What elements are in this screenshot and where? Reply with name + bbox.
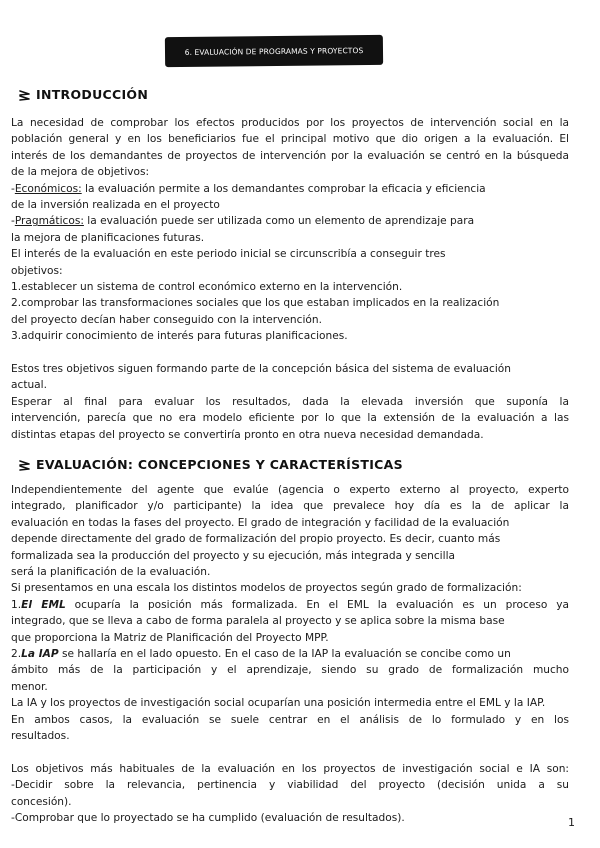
- text-line: resultados.: [11, 730, 70, 743]
- text-line: interés de los demandantes de proyectos de intervención por la evaluación se centró en la búsqueda: [11, 149, 569, 162]
- text-line: intervención, parecía que no era modelo eficiente por lo que la extensión de la evaluación a las: [11, 412, 569, 425]
- text-line: La IA y los proyectos de investigación social ocuparían una posición intermedia entre el EML y la IAP.: [11, 697, 546, 710]
- text-line: -Comprobar que lo proyectado se ha cumplido (evaluación de resultados).: [11, 812, 405, 825]
- section-heading-evaluacion: [18, 457, 403, 472]
- text-line: de la inversión realizada en el proyecto: [11, 199, 220, 212]
- text-line: de la mejora de objetivos:: [11, 166, 150, 179]
- text-line: concesión).: [11, 795, 72, 808]
- text-line-iap: 2.La IAP se hallaría en el lado opuesto. En el caso de la IAP la evaluación se concibe como un: [11, 648, 511, 661]
- text-line: Independientemente del agente que evalúe (agencia o experto externo al proyecto, experto: [11, 484, 569, 496]
- section-title: EVALUACIÓN: CONCEPCIONES Y CARACTERÍSTICAS: [36, 457, 403, 472]
- text-line: formalizada sea la producción del proyecto y su ejecución, más integrada y sencilla: [11, 549, 456, 562]
- text-line: integrado, que se lleva a cabo de forma paralela al proyecto y se aplica sobre la misma base: [11, 615, 505, 628]
- term-iap: La IAP: [21, 648, 59, 661]
- double-arrow-icon: [18, 458, 32, 472]
- evaluacion-text: [11, 482, 569, 827]
- text-line: En ambos casos, la evaluación se suele centrar en el análisis de lo formulado y en los: [11, 713, 569, 726]
- text-line: actual.: [11, 379, 47, 392]
- text-line-pragmaticos: -Pragmáticos: la evaluación puede ser utilizada como un elemento de aprendizaje para: [11, 215, 475, 228]
- text-line: evaluación en todas la fases del proyecto. El grado de integración y facilidad de la evaluación: [11, 516, 510, 529]
- text-line: ámbito más de la participación y el aprendizaje, siendo su grado de formalización mucho: [11, 664, 569, 677]
- text-line: Si presentamos en una escala los distintos modelos de proyectos según grado de formalización:: [11, 582, 522, 595]
- text-line: población general y en los beneficiarios fue el principal motivo que dio origen a la evaluación. El: [11, 133, 569, 146]
- text-line: será la planificación de la evaluación.: [11, 566, 211, 579]
- text-line: Estos tres objetivos siguen formando parte de la concepción básica del sistema de evaluación: [11, 363, 511, 376]
- page-number: 1: [568, 816, 575, 829]
- section-title: INTRODUCCIÓN: [36, 87, 149, 102]
- text-line: Esperar al final para evaluar los resultados, dada la elevada inversión que suponía la: [11, 395, 569, 408]
- text-line: menor.: [11, 680, 48, 693]
- text-line: depende directamente del grado de formalización del propio proyecto. Es decir, cuanto más: [11, 533, 501, 546]
- text-line: del proyecto decían haber conseguido con la intervención.: [11, 313, 322, 326]
- section-heading-introduccion: [18, 87, 148, 102]
- text-line: 1.establecer un sistema de control económico externo en la intervención.: [11, 281, 403, 294]
- chapter-banner: [165, 35, 383, 67]
- text-line: La necesidad de comprobar los efectos producidos por los proyectos de intervención social en la: [11, 117, 569, 129]
- chapter-title: 6. EVALUACIÓN DE PROGRAMAS Y PROYECTOS: [184, 45, 364, 57]
- double-arrow-icon: [18, 88, 32, 102]
- text-line: Los objetivos más habituales de la evaluación en los proyectos de investigación social e IA son:: [11, 762, 569, 775]
- text-line: la mejora de planificaciones futuras.: [11, 231, 205, 244]
- text-line-eml: 1.El EML ocuparía la posición más formalizada. En el EML la evaluación es un proceso ya: [11, 598, 569, 611]
- text-line: integrado, planificador y/o participante) la idea que prevalece hoy día es la de aplicar la: [11, 500, 569, 513]
- term-economicos: Económicos:: [14, 182, 82, 195]
- text-line: objetivos:: [11, 264, 63, 277]
- text-line: -Decidir sobre la relevancia, pertinencia y viabilidad del proyecto (decisión unida a su: [11, 779, 569, 792]
- term-eml: El EML: [21, 598, 66, 611]
- text-line: 3.adquirir conocimiento de interés para futuras planificaciones.: [11, 330, 348, 343]
- text-line: distintas etapas del proyecto se convertiría pronto en otra nueva necesidad demandada.: [11, 428, 484, 441]
- text-line: 2.comprobar las transformaciones sociales que los que estaban implicados en la realización: [11, 297, 500, 310]
- intro-text: [11, 115, 569, 443]
- term-pragmaticos: Pragmáticos:: [14, 215, 84, 228]
- text-line: que proporciona la Matriz de Planificación del Proyecto MPP.: [11, 631, 329, 644]
- text-line: El interés de la evaluación en este periodo inicial se circunscribía a conseguir tres: [11, 248, 446, 261]
- text-line-economicos: -Económicos: la evaluación permite a los demandantes comprobar la eficacia y eficiencia: [11, 182, 486, 195]
